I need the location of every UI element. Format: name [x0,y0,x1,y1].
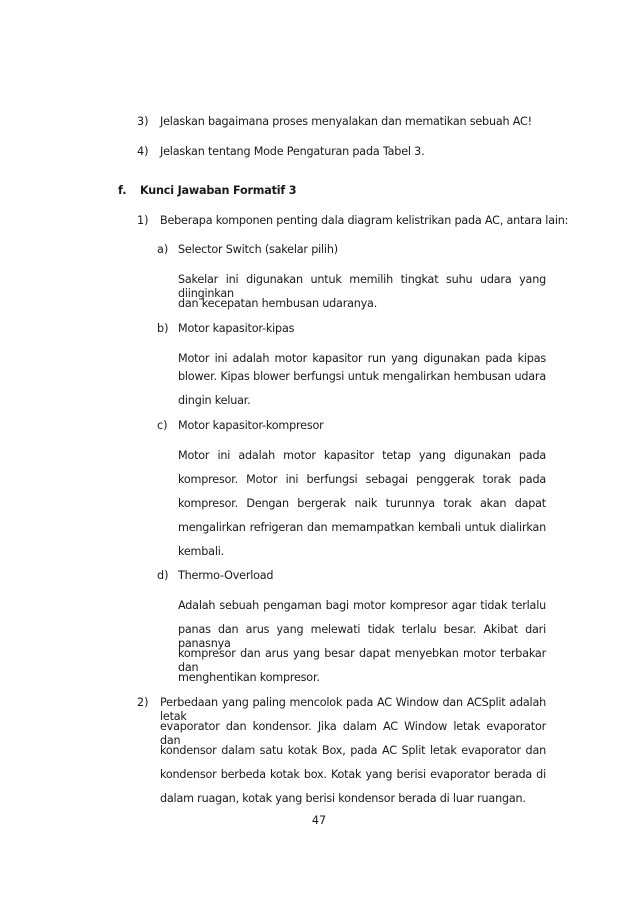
answer-intro: Beberapa komponen penting dala diagram kelistrikan pada AC, antara lain: [160,214,569,227]
question-number: 3) [137,115,149,128]
paragraph-line: Motor ini adalah motor kapasitor run yang digunakan pada kipas [178,352,546,365]
paragraph-line: menghentikan kompresor. [178,671,320,684]
component-letter: c) [157,419,168,432]
component-letter: b) [157,322,169,335]
section-letter: f. [118,184,127,197]
paragraph-line: kompresor. Dengan bergerak naik turunnya torak akan dapat [178,497,546,510]
paragraph-line: dingin keluar. [178,394,251,407]
paragraph-line: dalam ruagan, kotak yang berisi kondensor berada di luar ruangan. [160,792,526,805]
component-letter: a) [157,243,169,256]
paragraph-line: Sakelar ini digunakan untuk memilih tingkat suhu udara yang diinginkan [178,273,546,300]
component-title: Selector Switch (sakelar pilih) [178,243,338,256]
paragraph-line: mengalirkan refrigeran dan memampatkan kembali untuk dialirkan [178,521,546,534]
component-title: Thermo-Overload [178,569,274,582]
paragraph-line: Adalah sebuah pengaman bagi motor kompresor agar tidak terlalu [178,599,546,612]
answer-number: 2) [137,696,149,709]
question-number: 4) [137,145,149,158]
paragraph-line: kompresor. Motor ini berfungsi sebagai penggerak torak pada [178,473,546,486]
component-title: Motor kapasitor-kompresor [178,419,324,432]
paragraph-line: kondensor dalam satu kotak Box, pada AC Split letak evaporator dan [160,744,546,757]
answer-number: 1) [137,214,149,227]
paragraph-line: dan kecepatan hembusan udaranya. [178,297,378,310]
component-title: Motor kapasitor-kipas [178,322,295,335]
paragraph-line: Motor ini adalah motor kapasitor tetap yang digunakan pada [178,449,546,462]
paragraph-line: kondensor berbeda kotak box. Kotak yang berisi evaporator berada di [160,768,546,781]
paragraph-line: blower. Kipas blower berfungsi untuk mengalirkan hembusan udara [178,370,546,383]
paragraph-line: panas dan arus yang melewati tidak terlalu besar. Akibat dari panasnya [178,623,546,650]
question-text: Jelaskan bagaimana proses menyalakan dan mematikan sebuah AC! [160,115,532,128]
section-title: Kunci Jawaban Formatif 3 [140,184,297,197]
component-letter: d) [157,569,169,582]
question-text: Jelaskan tentang Mode Pengaturan pada Tabel 3. [160,145,425,158]
paragraph-line: Perbedaan yang paling mencolok pada AC Window dan ACSplit adalah letak [160,696,546,723]
paragraph-line: kompresor dan arus yang besar dapat menyebkan motor terbakar dan [178,647,546,674]
paragraph-line: kembali. [178,545,224,558]
page-number: 47 [311,814,327,827]
paragraph-line: evaporator dan kondensor. Jika dalam AC Window letak evaporator dan [160,720,546,747]
